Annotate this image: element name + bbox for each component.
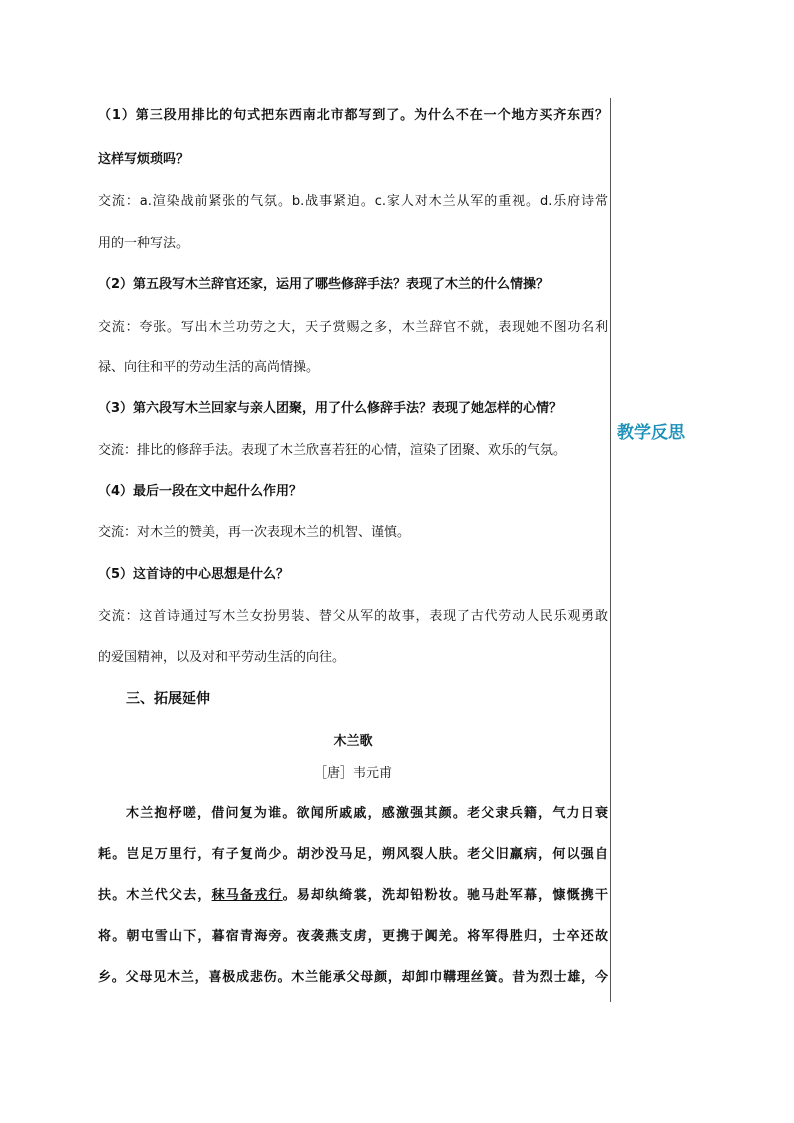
poem-line-5: 乡。父母见木兰，喜极成悲伤。木兰能承父母颜，却卸巾鞲理丝簧。昔为烈士雄，今	[98, 970, 608, 985]
answer-1-line-2: 用的一种写法。	[98, 236, 190, 251]
table-divider-line	[610, 98, 611, 1002]
question-1-line-2: 这样写烦琐吗？	[98, 152, 190, 167]
question-5: （5）这首诗的中心思想是什么？	[98, 567, 290, 582]
answer-2-line-2: 禄、向往和平的劳动生活的高尚情操。	[98, 360, 320, 375]
teaching-reflection-label: 教学反思	[617, 423, 685, 443]
question-3: （3）第六段写木兰回家与亲人团聚，用了什么修辞手法？表现了她怎样的心情？	[98, 401, 563, 416]
answer-1-line-1: 交流：a.渲染战前紧张的气氛。b.战事紧迫。c.家人对木兰从军的重视。d.乐府诗常	[98, 194, 608, 209]
poem-line-3	[98, 887, 608, 905]
question-2: （2）第五段写木兰辞官还家，运用了哪些修辞手法？表现了木兰的什么情操？	[98, 277, 550, 292]
answer-3: 交流：排比的修辞手法。表现了木兰欣喜若狂的心情，渲染了团聚、欢乐的气氛。	[98, 443, 567, 458]
answer-2-line-1: 交流：夸张。写出木兰功劳之大，天子赏赐之多，木兰辞官不就，表现她不图功名利	[98, 320, 608, 335]
question-1-line-1: （1）第三段用排比的句式把东西南北市都写到了。为什么不在一个地方买齐东西？	[98, 108, 608, 123]
poem-line-3-end: 。易却纨绮裳，洗却铅粉妆。驰马赴军幕，慷慨携干	[282, 888, 608, 903]
poem-line-3-start: 扶。木兰代父去，	[98, 888, 212, 903]
answer-5-line-2: 的爱国精神，以及对和平劳动生活的向往。	[98, 650, 346, 665]
answer-4: 交流：对木兰的赞美，再一次表现木兰的机智、谨慎。	[98, 525, 411, 540]
section-heading: 三、拓展延伸	[126, 691, 210, 707]
poem-author: ［唐］韦元甫	[313, 766, 392, 781]
poem-line-2: 耗。岂足万里行，有子复尚少。胡沙没马足，朔风裂人肤。老父旧羸病，何以强自	[98, 847, 608, 862]
poem-underlined-phrase: 秣马备戎行	[211, 888, 283, 903]
poem-title: 木兰歌	[333, 734, 373, 749]
answer-5-line-1: 交流：这首诗通过写木兰女扮男装、替父从军的故事，表现了古代劳动人民乐观勇敢	[98, 609, 608, 624]
poem-line-1: 木兰抱杼嗟，借问复为谁。欲闻所戚戚，感激强其颜。老父隶兵籍，气力日衰	[126, 806, 608, 821]
poem-line-4: 将。朝屯雪山下，暮宿青海旁。夜袭燕支虏，更携于阗羌。将军得胜归，士卒还故	[98, 929, 608, 944]
question-4: （4）最后一段在文中起什么作用？	[98, 484, 303, 499]
